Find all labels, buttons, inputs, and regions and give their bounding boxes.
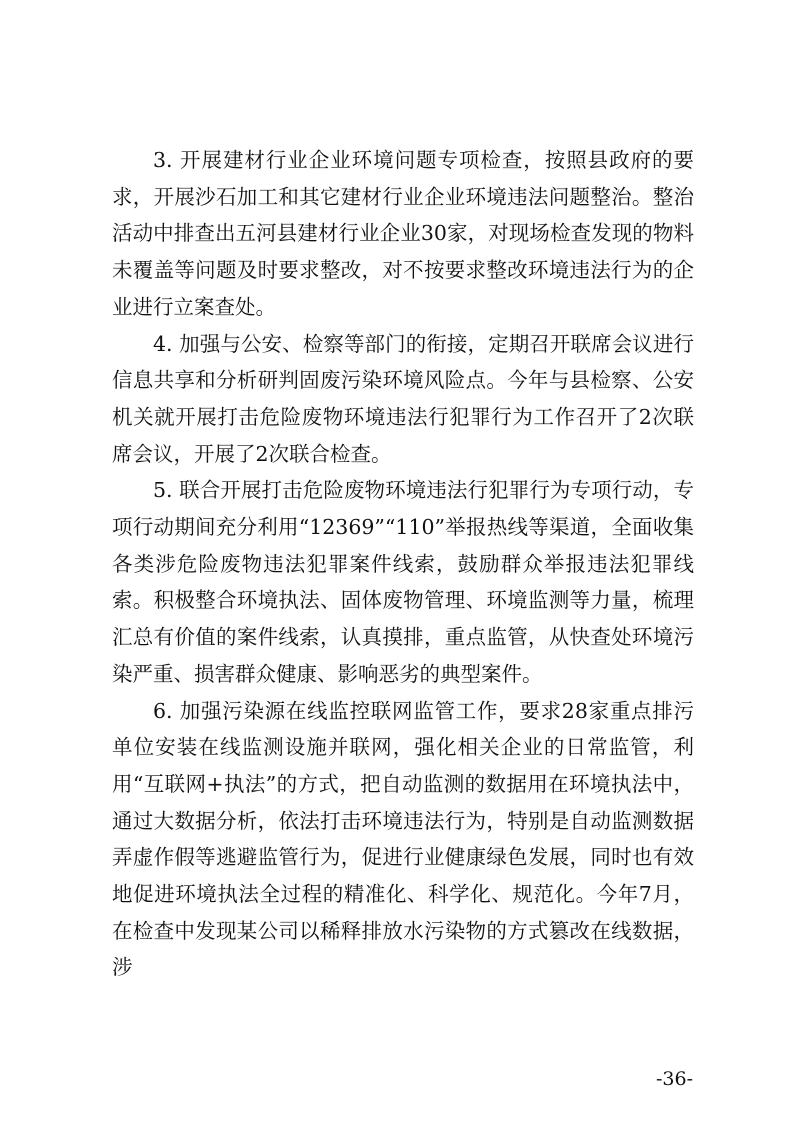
document-body xyxy=(112,142,694,986)
paragraph-item-3: 3. 开展建材行业企业环境问题专项检查，按照县政府的要求，开展沙石加工和其它建材行业企业环境违法问题整治。整治活动中排查出五河县建材行业企业30家，对现场检查发现的物料未覆盖等问题及时要求整改，对不按要求整改环境违法行为的企业进行立案查处。 xyxy=(112,148,694,319)
paragraph-item-4: 4. 加强与公安、检察等部门的衔接，定期召开联席会议进行信息共享和分析研判固废污染环境风险点。今年与县检察、公安机关就开展打击危险废物环境违法行犯罪行为工作召开了2次联席会议，开展了2次联合检查。 xyxy=(112,331,694,466)
paragraph-item-5: 5. 联合开展打击危险废物环境违法行犯罪行为专项行动，专项行动期间充分利用“12369”“110”举报热线等渠道，全面收集各类涉危险废物违法犯罪案件线索，鼓励群众举报违法犯罪线索。积极整合环境执法、固体废物管理、环境监测等力量，梳理汇总有价值的案件线索，认真摸排，重点监管，从快查处环境污染严重、损害群众健康、影响恶劣的典型案件。 xyxy=(112,478,694,686)
page-number: -36- xyxy=(655,1068,693,1090)
paragraph-item-6: 6. 加强污染源在线监控联网监管工作，要求28家重点排污单位安装在线监测设施并联网，强化相关企业的日常监管，利用“互联网+执法”的方式，把自动监测的数据用在环境执法中，通过大数据分析，依法打击环境违法行为，特别是自动监测数据弄虚作假等逃避监管行为，促进行业健康绿色发展，同时也有效地促进环境执法全过程的精准化、科学化、规范化。今年7月，在检查中发现某公司以稀释排放水污染物的方式篡改在线数据，涉 xyxy=(112,698,694,980)
